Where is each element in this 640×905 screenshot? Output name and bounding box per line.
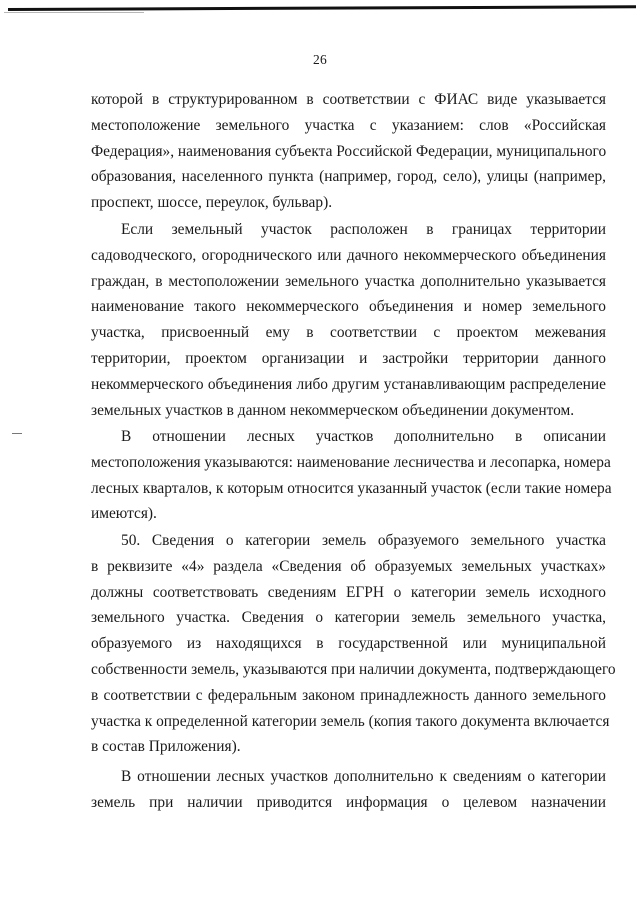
text-line: должны соответствовать сведениям ЕГРН о категории земель исходного [91,583,606,601]
text-line: местоположение земельного участка с указанием: слов «Российская [91,116,606,134]
text-line: 50. Сведения о категории земель образуемого земельного участка [121,532,606,549]
page-number: 26 [312,52,328,67]
text-line: земель при наличии приводится информация о целевом назначении [91,793,606,811]
paragraph-1 [91,87,606,216]
text-line: которой в структурированном в соответствии с ФИАС виде указывается [91,91,606,108]
scan-artifact [4,12,144,13]
text-line: садоводческого, огороднического или дачного некоммерческого объединения [91,246,606,264]
text-line: участка, присвоенный ему в соответствии с проектом межевания [91,324,606,342]
scan-top-edge [8,5,636,11]
text-line: земельных участков в данном некоммерческом объединении документом. [91,401,575,419]
text-line: территории, проектом организации и застройки территории данного [91,349,606,367]
text-line: имеются). [91,505,157,523]
paragraph-5 [91,764,606,816]
text-line: в соответствии с федеральным законом принадлежность данного земельного [91,686,606,704]
text-line: лесных кварталов, к которым относится указанный участок (если такие номера [91,479,612,497]
text-line: наименование такого некоммерческого объединения и номер земельного [91,298,606,316]
text-line: участка к определенной категории земель (копия такого документа включается [91,712,610,730]
paragraph-2 [91,217,606,423]
scan-margin-mark [12,433,22,434]
paragraph-3 [91,424,612,527]
text-line: некоммерческого объединения либо другим устанавливающим распределение [91,375,606,393]
text-line: граждан, в местоположении земельного участка дополнительно указывается [91,272,606,290]
text-line: собственности земель, указываются при наличии документа, подтверждающего [91,660,616,678]
text-line: образования, населенного пункта (например, город, село), улицы (например, [91,168,606,186]
text-line: в состав Приложения). [91,738,241,756]
text-line: В отношении лесных участков дополнительно в описании [121,428,606,445]
text-line: образуемого из находящихся в государственной или муниципальной [91,635,606,653]
text-line: проспект, шоссе, переулок, бульвар). [91,194,333,212]
text-line: земельного участка. Сведения о категории земель земельного участка, [91,609,606,627]
paragraph-4 [91,528,616,760]
text-line: в реквизите «4» раздела «Сведения об образуемых земельных участках» [91,557,606,575]
text-line: Федерация», наименования субъекта Российской Федерации, муниципального [91,142,607,160]
text-line: Если земельный участок расположен в границах территории [121,221,606,238]
text-line: местоположения указываются: наименование лесничества и лесопарка, номера [91,453,611,471]
text-line: В отношении лесных участков дополнительно к сведениям о категории [121,768,606,785]
